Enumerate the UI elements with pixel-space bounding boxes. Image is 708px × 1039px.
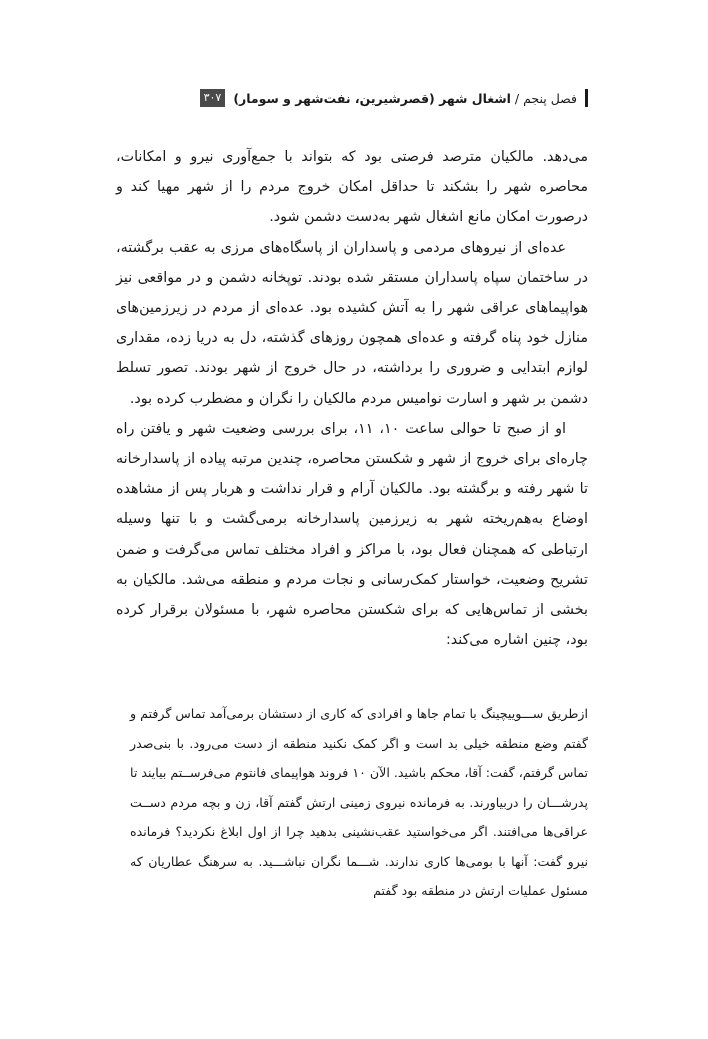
block-quote	[130, 699, 588, 906]
page-number: ۳۰۷	[200, 89, 226, 107]
chapter-label: فصل پنجم /	[514, 90, 577, 106]
running-header	[116, 86, 588, 110]
paragraph: او از صبح تا حوالی ساعت ۱۰، ۱۱، برای بررسی وضعیت شهر و یافتن راه چاره‌ای برای خروج از شهر و شکستن محاصره، چندین مرتبه پیاده از پاسدارخانه تا شهر رفته و برگشته بود. مالکیان آرام و قرار نداشت و هربار پس از مشاهده اوضاع به‌هم‌ریخته شهر به زیرزمین پاسدارخانه برمی‌گشت و با تنها وسیله ارتباطی که همچنان فعال بود، با مراکز و افراد مختلف تماس می‌گرفت و ضمن تشریح وضعیت، خواستار کمک‌رسانی و نجات مردم و منطقه می‌شد. مالکیان به بخشی از تماس‌هایی که برای شکستن محاصره شهر، با مسئولان برقرار کرده بود، چنین اشاره می‌کند:	[116, 420, 588, 649]
quote-text: ازطریق ســـوییچینگ با تمام جاها و افرادی که کاری از دستشان برمی‌آمد تماس گرفتم و گفتم وضع منطقه خیلی بد است و اگر کمک نکنید منطقه از دست می‌رود. با بنی‌صدر تماس گرفتم، گفت: آقا، محکم باشید. الآن ۱۰ فروند هواپیمای فانتوم می‌فرســتم بیایند تا پدرشـــان را دربیاورند. به فرمانده نیروی زمینی ارتش گفتم آقا، زن و بچه مردم دســت عراقی‌ها می‌افتند. اگر می‌خواستید عقب‌نشینی بدهید چرا از اول ابلاغ نکردید؟ فرمانده نیرو گفت: آنها با بومی‌ها کاری ندارند. شـــما نگران نباشـــید. به سرهنگ عطاریان که مسئول عملیات ارتش در منطقه بود گفتم	[130, 706, 588, 898]
main-text	[116, 142, 588, 655]
paragraph: عده‌ای از نیروهای مردمی و پاسداران از پاسگاه‌های مرزی به عقب برگشته، در ساختمان سپاه پاسداران مستقر شده بودند. توپخانه دشمن و در مواقعی نیز هواپیماهای عراقی شهر را به آتش کشیده بود. عده‌ای از مردم در زیرزمین‌های منازل خود پناه گرفته و عده‌ای همچون روزهای گذشته، دل به دریا زده، مقداری لوازم ابتدایی و ضروری را برداشته، در حال خروج از شهر بودند. تصور تسلط دشمن بر شهر و اسارت نوامیس مردم مالکیان را نگران و مضطرب کرده بود.	[116, 239, 588, 407]
header-rule	[585, 89, 588, 107]
paragraph: می‌دهد. مالکیان مترصد فرصتی بود که بتواند با جمع‌آوری نیرو و امکانات، محاصره شهر را بشکند تا حداقل امکان خروج مردم را از شهر مهیا کند و درصورت امکان مانع اشغال شهر به‌دست دشمن شود.	[116, 149, 588, 226]
header-title	[233, 91, 577, 106]
section-title: اشغال شهر (قصرشیرین، نفت‌شهر و سومار)	[233, 90, 511, 106]
